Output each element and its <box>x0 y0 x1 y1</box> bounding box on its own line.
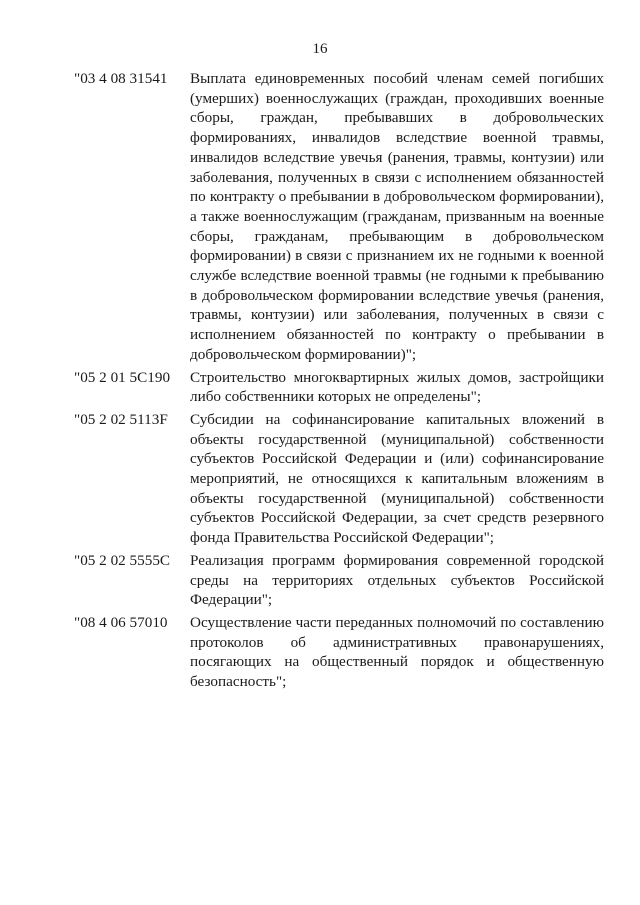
budget-code: "05 2 01 5С190 <box>74 368 171 386</box>
budget-code-description: Реализация программ формирования современной городской среды на территориях отдельных субъектов Российской Федерации"; <box>190 551 604 609</box>
page-number: 16 <box>312 41 328 57</box>
list-item <box>74 613 604 692</box>
budget-code-description: Выплата единовременных пособий членам семей погибших (умерших) военнослужащих (граждан, проходивших военные сборы, граждан, пребывавших в добровольческих формированиях, инвалидов вследствие военной травмы, инвалидов вследствие увечья (ранения, травмы, контузии) или заболевания, полученных в связи с исполнением обязанностей по контракту о пребывании в добровольческом формировании), а также военнослужащим (гражданам, призванным на военные сборы, гражданам, пребывающим в добровольческом формировании) в связи с признанием их не годными к военной службе вследствие военной травмы (не годными к пребыванию в добровольческом формировании вследствие увечья (ранения, травмы, контузии) или заболевания, полученных в связи с исполнением обязанностей по контракту о пребывании в добровольческом формировании)"; <box>190 70 604 363</box>
list-item <box>74 69 604 365</box>
budget-code-list <box>74 69 604 692</box>
budget-code-description: Осуществление части переданных полномочий по составлению протоколов об административных правонарушениях, посягающих на общественный порядок и общественную безопасность"; <box>190 613 604 691</box>
budget-code-description: Строительство многоквартирных жилых домов, застройщики либо собственники которых не определены"; <box>190 368 604 406</box>
list-item <box>74 551 604 610</box>
list-item <box>74 410 604 548</box>
budget-code: "05 2 02 5555С <box>74 551 171 569</box>
list-item <box>74 368 604 407</box>
budget-code: "08 4 06 57010 <box>74 613 168 631</box>
budget-code: "03 4 08 31541 <box>74 70 168 87</box>
budget-code: "05 2 02 5113F <box>74 410 168 428</box>
budget-code-description: Субсидии на софинансирование капитальных вложений в объекты государственной (муниципальной) собственности субъектов Российской Федерации и (или) софинансирование мероприятий, не относящихся к капитальным вложениям в объекты государственной (муниципальной) собственности субъектов Российской Федерации, за счет средств резервного фонда Правительства Российской Федерации"; <box>190 410 604 547</box>
